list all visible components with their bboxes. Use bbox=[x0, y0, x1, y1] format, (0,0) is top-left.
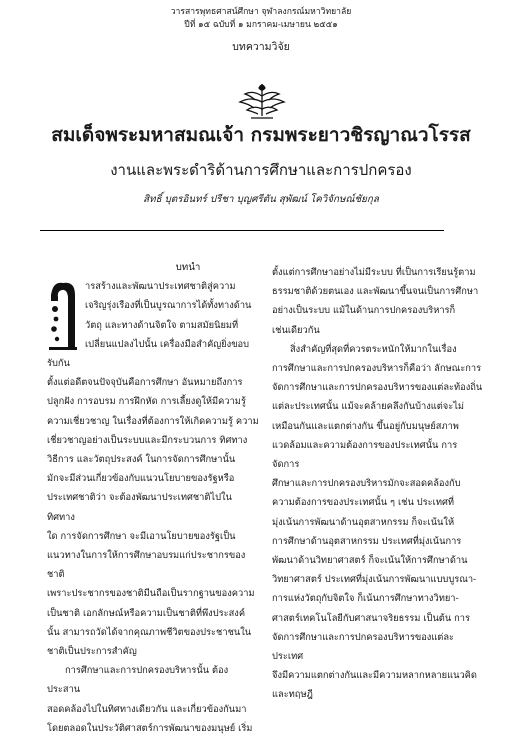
dropcap-ornament bbox=[47, 279, 79, 353]
article-type: บทความวิจัย bbox=[232, 41, 290, 53]
authors: สิทธิ์ บุตรอินทร์ ปรีชา บุญศรีตัน สุพัฒน์ โควิจักษณ์ชัยกุล bbox=[143, 194, 379, 205]
article-title: สมเด็จพระมหาสมณเจ้า กรมพระยาวชิรญาณวโรรส bbox=[51, 124, 471, 146]
paragraph-text: ารสร้างและพัฒนาประเทศชาติสู่ความ เจริญรุ่งเรืองที่เป็นบูรณาการได้ทั้งทางด้าน วัตถุ และทางด้านจิตใจ ตามสมัยนิยมที่ เปลี่ยนแปลงไปนั้น เครื่องมือสำคัญยิ่งขอบรับกัน ตั้งแต่อดีตจนปัจจุบันคือการศึกษา อันหมายถึงการ ปลูกฝัง การอบรม การฝึกหัด การเลี้ยงดูให้มีความรู้ ความเชี่ยวชาญ ในเรื่องที่ต้องการให้เกิดความรู้ ความ เชี่ยวชาญอย่างเป็นระบบและมีกระบวนการ ทิศทาง วิธีการ และวัตถุประสงค์ ในการจัดการศึกษานั้น มักจะมีส่วนเกี่ยวข้องกับแนวนโยบายของรัฐหรือ ประเทศชาติว่า จะต้องพัฒนาประเทศชาติไปในทิศทาง ใด การจัดการศึกษา จะมีเอานโยบายของรัฐเป็น แนวทางในการให้การศึกษาอบรมแก่ประชากรของชาติ เพราะประชากรของชาติมีนถือเป็นรากฐานของความ เป็นชาติ เอกลักษณ์หรือความเป็นชาติที่พึงประสงค์ นั้น สามารถวัดได้จากคุณภาพชีวิตของประชาชนใน ชาติเป็นประการสำคัญ bbox=[47, 281, 259, 658]
title-divider bbox=[40, 230, 444, 231]
journal-header bbox=[0, 6, 522, 54]
emblem-ornament-icon bbox=[235, 82, 289, 122]
paragraph-text: การศึกษาและการปกครองบริหารนั้น ต้องประสาน สอดคล้องไปในทิศทางเดียวกัน และเกี่ยวข้องกันมา โดยตลอดในประวัติศาสตร์การพัฒนาของมนุษย์ เริ่ม bbox=[47, 665, 253, 734]
journal-issue: ปีที่ ๑๕ ฉบับที่ ๑ มกราคม-เมษายน ๒๕๕๑ bbox=[184, 20, 338, 30]
intro-paragraph bbox=[47, 277, 259, 661]
journal-name: วารสารพุทธศาสน์ศึกษา จุฬาลงกรณ์มหาวิทยาลัย bbox=[170, 7, 352, 17]
paragraph-text: ตั้งแต่การศึกษาอย่างไม่มีระบบ ที่เป็นการเรียนรู้ตาม ธรรมชาติด้วยตนเอง และพัฒนาขึ้นจนเป็นการศึกษา อย่างเป็นระบบ แม้ในด้านการปกครองบริหารก็ เช่นเดียวกัน bbox=[272, 267, 479, 336]
left-column bbox=[47, 258, 259, 738]
article-subtitle: งานและพระดำริด้านการศึกษาและการปกครอง bbox=[110, 161, 412, 179]
paragraph-text: สิ่งสำคัญที่สุดที่ควรตระหนักให้มากในเรื่อง การศึกษาและการปกครองบริหารก็คือว่า ลักษณะการ จัดการศึกษาและการปกครองบริหารของแต่ละท้องถิ่น แต่ละประเทศนั้น แม้จะคล้ายคลึงกันบ้างแต่จะไม่ เหมือนกันและแตกต่างกัน ขึ้นอยู่กับมนุษย์สภาพ แวดล้อมและความต้องการของประเทศนั้น การจัดการ ศึกษาและการปกครองบริหารมักจะสอดคล้องกับ ความต้องการของประเทศนั้น ๆ เช่น ประเทศที่ มุ่งเน้นการพัฒนาด้านอุตสาหกรรม ก็จะเน้นให้ การศึกษาด้านอุตสาหกรรม ประเทศที่มุ่งเน้นการ พัฒนาด้านวิทยาศาสตร์ ก็จะเน้นให้การศึกษาด้าน วิทยาศาสตร์ ประเทศที่มุ่งเน้นการพัฒนาแบบบูรณา- การแห่งวัตถุกับจิตใจ ก็เน้นการศึกษาทางวิทยา- ศาสตร์เทคโนโลยีกับศาสนาจริยธรรม เป็นต้น การ จัดการศึกษาและการปกครองบริหารของแต่ละประเทศ จึงมีความแตกต่างกันและมีความหลากหลายแนวคิด และทฤษฎี bbox=[272, 343, 483, 701]
right-column bbox=[272, 263, 484, 705]
section-heading: บทนำ bbox=[175, 262, 201, 273]
